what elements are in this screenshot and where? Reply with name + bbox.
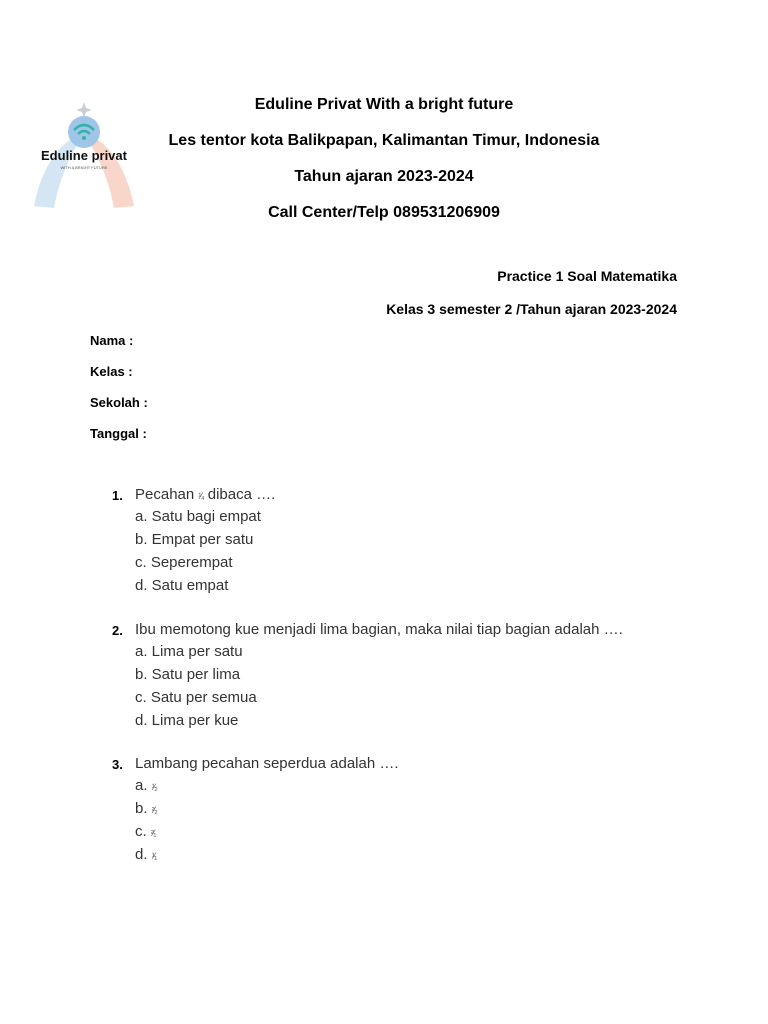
field-kelas: Kelas : [90, 364, 133, 379]
header-year: Tahun ajaran 2023-2024 [294, 168, 474, 185]
option-d: d. Lima per kue [135, 712, 239, 729]
option-c: c. Satu per semua [135, 689, 257, 706]
option-label: d. [135, 846, 148, 863]
fraction: ¹⁄₄ [198, 491, 204, 501]
option-a [135, 777, 157, 794]
practice-title: Practice 1 Soal Matematika [497, 268, 677, 284]
option-c: c. Seperempat [135, 554, 233, 571]
field-nama: Nama : [90, 333, 134, 348]
fraction: ²⁄₁ [150, 828, 156, 838]
fraction: ¹⁄₂ [151, 782, 157, 792]
header-phone: Call Center/Telp 089531206909 [268, 204, 500, 221]
option-b: b. Satu per lima [135, 666, 241, 683]
option-d: d. Satu empat [135, 577, 229, 594]
fraction: ¹⁄₁ [151, 851, 157, 861]
question-text-after: dibaca …. [207, 486, 276, 503]
header-title: Eduline Privat With a bright future [254, 96, 514, 113]
option-d [135, 846, 156, 863]
eduline-logo [14, 96, 154, 218]
question-number: 2. [112, 623, 123, 638]
field-tanggal: Tanggal : [90, 426, 147, 441]
option-label: c. [135, 823, 147, 840]
logo-text: Eduline privat [41, 148, 127, 163]
header-location: Les tentor kota Balikpapan, Kalimantan Timur, Indonesia [168, 132, 600, 149]
class-semester: Kelas 3 semester 2 /Tahun ajaran 2023-2024 [386, 301, 677, 317]
fraction: ²⁄₂ [151, 805, 157, 815]
option-label: a. [135, 777, 148, 794]
logo-graphic [14, 96, 154, 218]
question-number: 3. [112, 757, 123, 772]
question-text [135, 486, 275, 503]
field-sekolah: Sekolah : [90, 395, 148, 410]
option-a: a. Lima per satu [135, 643, 243, 660]
question-text: Lambang pecahan seperdua adalah …. [135, 755, 399, 772]
option-b: b. Empat per satu [135, 531, 254, 548]
option-label: b. [135, 800, 148, 817]
logo-tagline: WITH A BRIGHT FUTURE [60, 165, 108, 170]
option-b [135, 800, 157, 817]
question-text: Ibu memotong kue menjadi lima bagian, maka nilai tiap bagian adalah …. [135, 621, 623, 638]
option-a: a. Satu bagi empat [135, 508, 261, 525]
question-number: 1. [112, 488, 123, 503]
question-text-before: Pecahan [135, 486, 195, 503]
option-c [135, 823, 155, 840]
